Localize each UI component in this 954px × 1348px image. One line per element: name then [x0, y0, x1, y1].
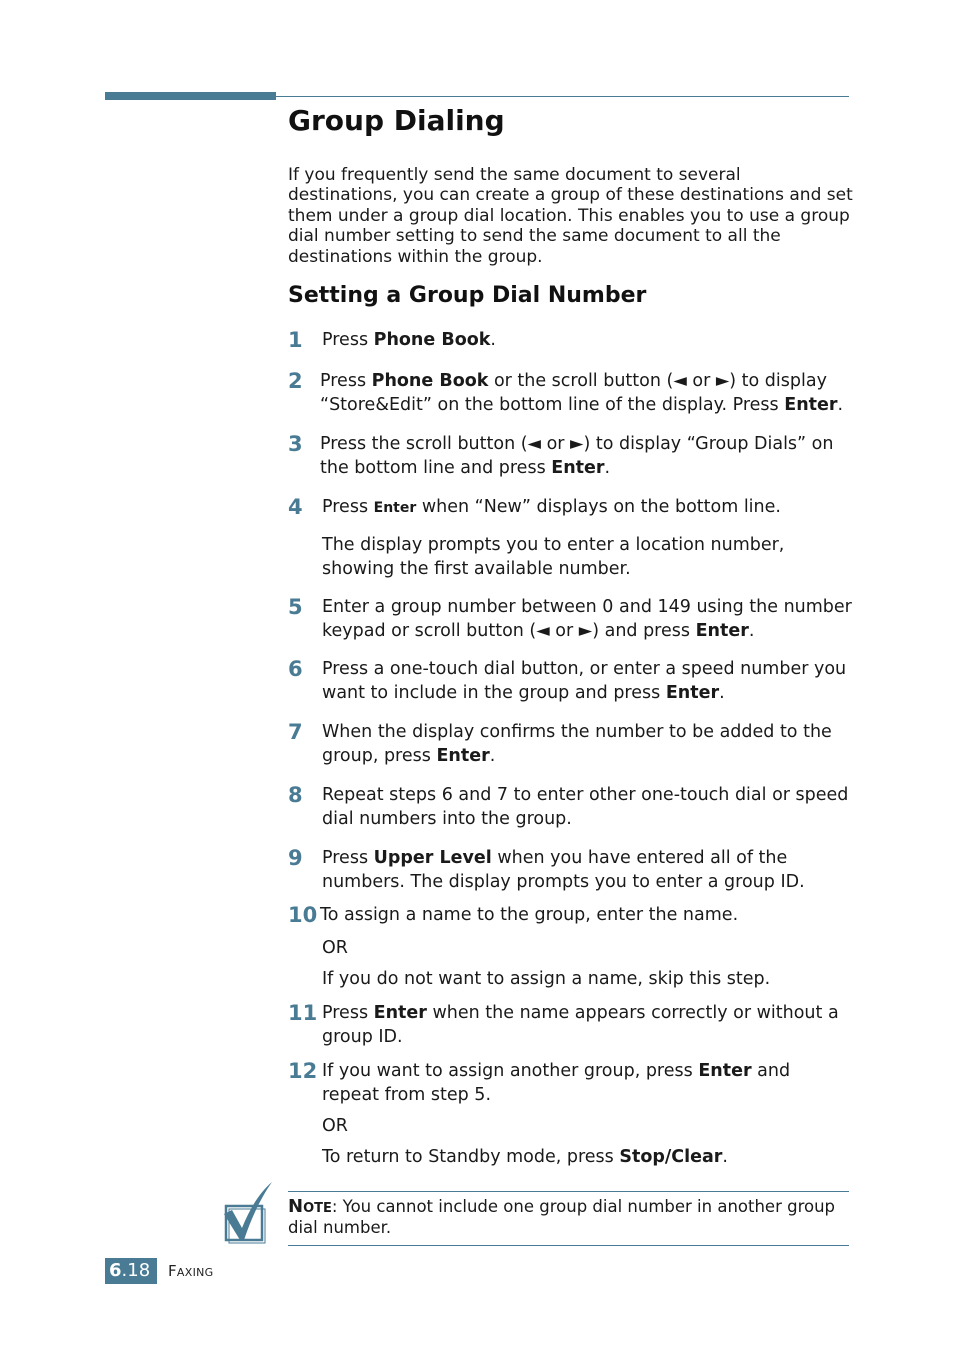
page-number: 6.18	[105, 1258, 157, 1284]
header-rule-thick	[105, 92, 276, 100]
step-text: Enter a group number between 0 and 149 using the number keypad or scroll button (◄ or ►) and press Enter.	[322, 597, 852, 641]
step-text: If you want to assign another group, press Enter and repeat from step 5.	[322, 1061, 791, 1105]
step-text: Press Phone Book.	[322, 330, 496, 350]
header-rule-thin	[276, 96, 849, 97]
or-separator: OR	[322, 938, 348, 958]
step-text: Repeat steps 6 and 7 to enter other one-touch dial or speed dial numbers into the group.	[322, 785, 849, 829]
page-title: Group Dialing	[288, 104, 505, 137]
step-alt-text: To return to Standby mode, press Stop/Clear.	[322, 1147, 728, 1167]
step-alt-text: If you do not want to assign a name, skip this step.	[322, 969, 771, 989]
step-number: 10	[288, 903, 318, 927]
step-text: Press Phone Book or the scroll button (◄ or ►) to display “Store&Edit” on the bottom line of the display. Press Enter.	[320, 371, 844, 415]
step-number: 3	[288, 432, 303, 456]
step-text: Press the scroll button (◄ or ►) to display “Group Dials” on the bottom line and press Enter.	[320, 434, 834, 478]
step-text: Press a one-touch dial button, or enter a speed number you want to include in the group and press Enter.	[322, 659, 847, 703]
step-number: 9	[288, 846, 303, 870]
step-number: 2	[288, 369, 303, 393]
note-rule-top	[288, 1191, 849, 1192]
step-number: 11	[288, 1001, 318, 1025]
step-number: 8	[288, 783, 303, 807]
or-separator: OR	[322, 1116, 348, 1136]
step-text: Press Enter when “New” displays on the bottom line.	[322, 497, 781, 517]
step-number: 5	[288, 595, 303, 619]
step-text: To assign a name to the group, enter the name.	[320, 905, 739, 925]
step-text: When the display confirms the number to be added to the group, press Enter.	[322, 722, 832, 766]
step-number: 7	[288, 720, 303, 744]
checkmark-note-icon	[222, 1180, 274, 1244]
footer-section-name: Faxing	[168, 1262, 214, 1280]
note-rule-bottom	[288, 1245, 849, 1246]
section-title: Setting a Group Dial Number	[288, 283, 647, 308]
intro-paragraph: If you frequently send the same document to several destinations, you can create a group of these destinations and set them under a group dial location. This enables you to use a group dial number setting to send the same document to all the destinations within the group.	[288, 165, 853, 267]
note-text: Note: You cannot include one group dial number in another group dial number.	[288, 1196, 836, 1237]
step-text: Press Upper Level when you have entered all of the numbers. The display prompts you to enter a group ID.	[322, 848, 805, 892]
step-number: 6	[288, 657, 303, 681]
step-number: 12	[288, 1059, 318, 1083]
step-number: 1	[288, 328, 303, 352]
step-note-paragraph: The display prompts you to enter a location number, showing the first available number.	[322, 535, 785, 579]
step-text: Press Enter when the name appears correctly or without a group ID.	[322, 1003, 839, 1047]
step-number: 4	[288, 495, 303, 519]
